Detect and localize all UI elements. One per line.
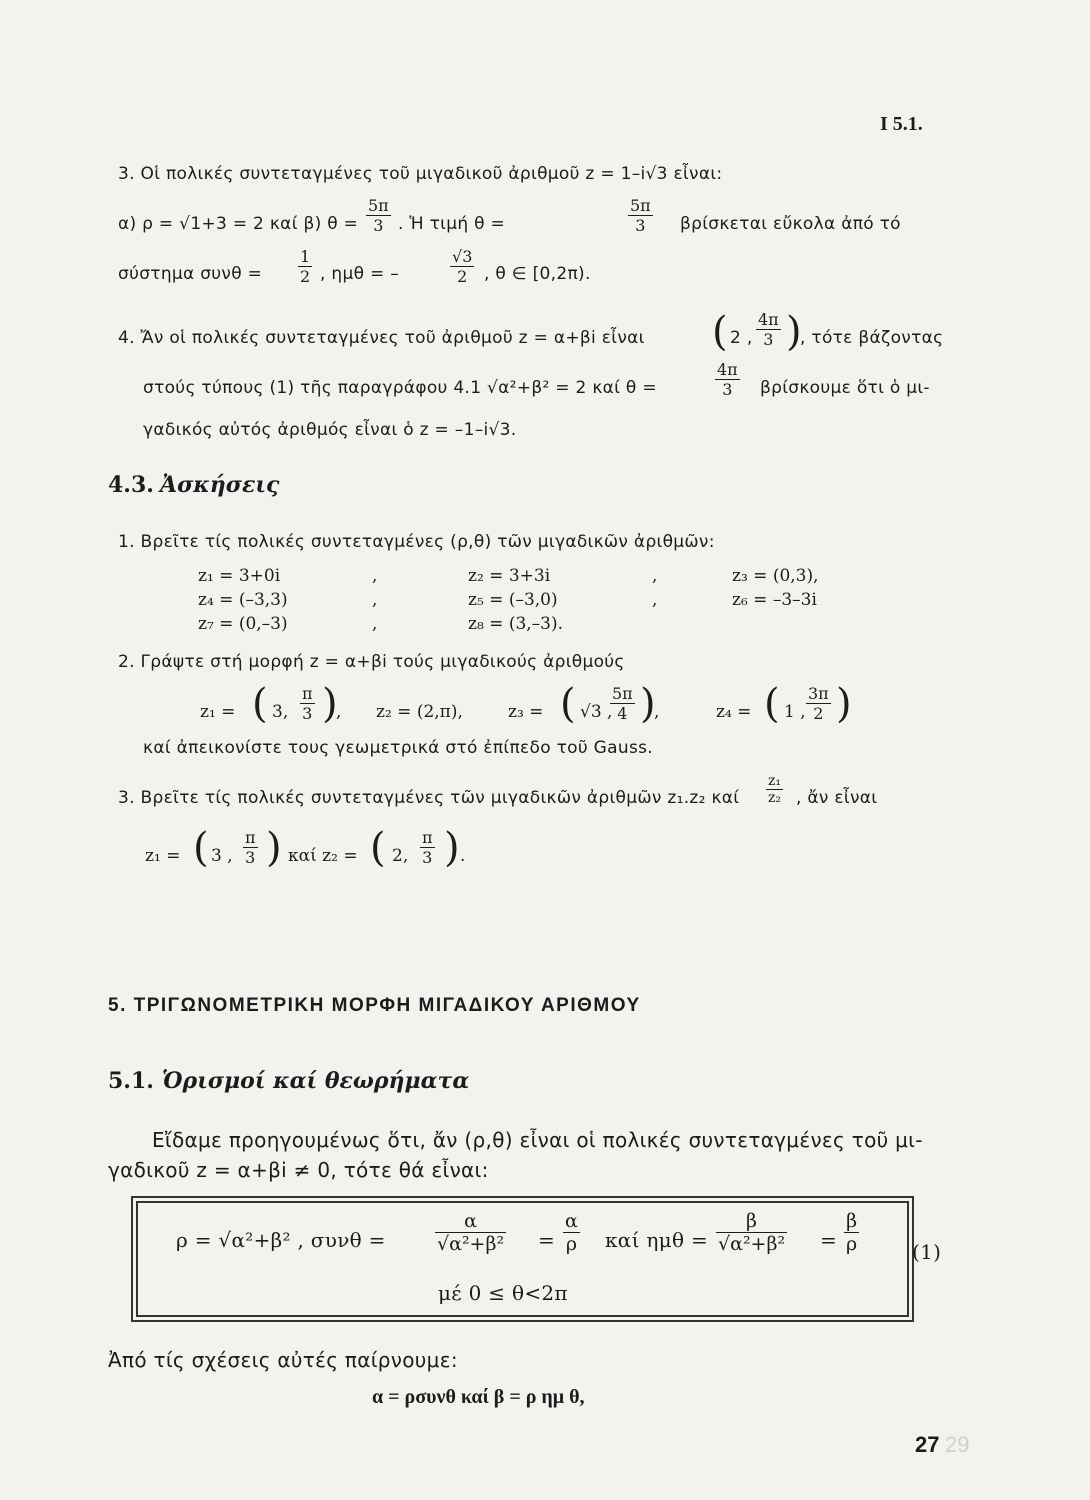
formula-polar: α = ρσυνθ καί β = ρ ημ θ,	[372, 1386, 585, 1408]
body-line: γαδικοῦ z = α+βi ≠ 0, τότε θά εἶναι:	[108, 1158, 489, 1182]
equation-label: (1)	[912, 1240, 942, 1264]
comma: ,	[654, 702, 660, 722]
paren-close: )	[266, 825, 282, 871]
fraction-num: π	[245, 828, 256, 847]
fraction-den: 3	[628, 215, 653, 235]
ex1-cell: ,	[372, 614, 378, 634]
item3-line-b: σύστημα συνθ =	[118, 264, 263, 284]
ex1-cell: z₇ = (0,–3)	[198, 614, 288, 634]
fraction-z1-z2	[766, 773, 783, 806]
fraction-den: 3	[756, 329, 781, 349]
ex1-cell: z₁ = 3+0i	[198, 566, 281, 586]
fraction-den: 3	[243, 847, 258, 867]
ex2-z1-a: 3,	[272, 702, 289, 722]
fraction-num: α	[565, 1210, 578, 1232]
paren-close: )	[836, 681, 852, 727]
ex3-z1-label: z₁ =	[145, 846, 181, 866]
fraction-num: 3π	[808, 684, 829, 703]
ex1-cell: z₈ = (3,–3).	[468, 614, 564, 634]
ex1-cell: z₃ = (0,3),	[732, 566, 819, 586]
item3-line-a-mid: . Ἡ τιμή θ =	[398, 214, 506, 234]
fraction-5pi-4	[610, 684, 635, 723]
fraction-den: ρ	[563, 1232, 580, 1255]
fraction-4pi-3	[756, 310, 781, 349]
fraction-4pi-3-b	[715, 360, 740, 399]
faint-page-number: 29	[945, 1432, 970, 1457]
fraction-den: z₂	[768, 790, 781, 806]
ex3-z1-a: 3 ,	[211, 846, 233, 866]
item4-line2: στούς τύπους (1) τῆς παραγράφου 4.1 √α²+β² = 2 καί θ =	[143, 378, 657, 398]
item3-line-a-end: βρίσκεται εὔκολα ἀπό τό	[680, 214, 901, 234]
chapter-heading: 5. ΤΡΙΓΩΝΟΜΕΤΡΙΚΗ ΜΟΡΦΗ ΜΙΓΑΔΙΚΟΥ ΑΡΙΘΜΟΥ	[108, 995, 641, 1016]
item3-line-a: α) ρ = √1+3 = 2 καί β) θ =	[118, 214, 359, 234]
period: .	[460, 846, 466, 866]
ex2-z4-label: z₄ =	[716, 702, 752, 722]
fraction-alpha-rho	[563, 1210, 580, 1255]
fraction-5pi-3-b	[628, 196, 653, 235]
fraction-num: 4π	[717, 360, 738, 379]
running-header: I 5.1.	[880, 113, 923, 135]
ex3-z2-a: 2,	[392, 846, 409, 866]
fraction-num: z₁	[768, 773, 781, 789]
ex1-cell: z₆ = –3–3i	[732, 590, 817, 610]
section-number: 4.3.	[108, 472, 154, 498]
fraction-num: β	[746, 1210, 758, 1232]
fraction-num: 5π	[630, 196, 651, 215]
equals: =	[538, 1228, 556, 1252]
exercise2-prompt: 2. Γράψτε στή μορφή z = α+βi τούς μιγαδικούς ἀριθμούς	[118, 652, 625, 672]
exercise1-prompt: 1. Βρεῖτε τίς πολικές συντεταγμένες (ρ,θ) τῶν μιγαδικῶν ἀριθμῶν:	[118, 532, 715, 552]
fraction-1-2	[298, 247, 312, 286]
item4-line2-end: βρίσκουμε ὅτι ὁ μι-	[760, 378, 930, 398]
fraction-den: 3	[366, 215, 391, 235]
fraction-num: 5π	[612, 684, 633, 703]
paren-open: (	[560, 681, 576, 727]
fraction-num: π	[422, 828, 433, 847]
paren-close: )	[786, 309, 802, 355]
exercise2-after: καί ἀπεικονίστε τους γεωμετρικά στό ἐπίπεδο τοῦ Gauss.	[143, 738, 653, 758]
subsection-title: Ὁρισμοί καί θεωρήματα	[162, 1068, 470, 1094]
fraction-den: 4	[610, 703, 635, 723]
fraction-sqrt3-2	[450, 247, 474, 286]
subsection-number: 5.1.	[108, 1068, 154, 1094]
section-title: Ἀσκήσεις	[160, 472, 280, 498]
ex2-z1-label: z₁ =	[200, 702, 236, 722]
body-line: Εἴδαμε προηγουμένως ὅτι, ἄν (ρ,θ) εἶναι οἱ πολικές συντεταγμένες τοῦ μι-	[152, 1128, 923, 1152]
paren-open: (	[712, 309, 728, 355]
fraction-den: 2	[450, 266, 474, 286]
ex1-cell: ,	[652, 566, 658, 586]
fraction-beta-rho	[844, 1210, 859, 1255]
formula-condition: μέ 0 ≤ θ<2π	[438, 1281, 568, 1305]
item4-line1: 4. Ἄν οἱ πολικές συντεταγμένες τοῦ ἀριθμοῦ z = α+βi εἶναι	[118, 328, 645, 348]
ex1-cell: ,	[372, 590, 378, 610]
exercise3-end: , ἄν εἶναι	[796, 788, 878, 808]
ex2-z3-a: √3 ,	[580, 702, 613, 722]
equals: =	[820, 1228, 838, 1252]
fraction-den: 2	[806, 703, 831, 723]
fraction-num: α	[464, 1210, 477, 1232]
fraction-5pi-3	[366, 196, 391, 235]
ex2-z2: z₂ = (2,π),	[376, 702, 463, 722]
ex2-z4-a: 1 ,	[784, 702, 806, 722]
ex1-cell: z₂ = 3+3i	[468, 566, 551, 586]
ex1-cell: z₅ = (–3,0)	[468, 590, 558, 610]
ex2-z3-label: z₃ =	[508, 702, 544, 722]
paren-close: )	[444, 825, 460, 871]
formula-and-sin: καί ημθ =	[605, 1228, 709, 1252]
item3-line-b-mid: , ημθ = –	[320, 264, 400, 284]
item3-intro: 3. Οἱ πολικές συντεταγμένες τοῦ μιγαδικοῦ ἀριθμοῦ z = 1–i√3 εἶναι:	[118, 164, 723, 184]
fraction-num: 4π	[758, 310, 779, 329]
fraction-beta-sqrt	[716, 1210, 787, 1255]
formula-rho: ρ = √α²+β² , συνθ =	[176, 1228, 386, 1252]
item4-line3: γαδικός αὐτός ἀριθμός εἶναι ὁ z = –1–i√3.	[143, 420, 517, 440]
item4-pair-a: 2 ,	[730, 328, 753, 348]
item4-line1-end: , τότε βάζοντας	[800, 328, 944, 348]
fraction-pi-3-b	[420, 828, 435, 867]
comma: ,	[336, 702, 342, 722]
exercise3-prompt: 3. Βρεῖτε τίς πολικές συντεταγμένες τῶν μιγαδικῶν ἀριθμῶν z₁.z₂ καί	[118, 788, 740, 808]
fraction-den: 3	[420, 847, 435, 867]
body-line: Ἀπό τίς σχέσεις αὐτές παίρνουμε:	[108, 1348, 458, 1372]
ex1-cell: z₄ = (–3,3)	[198, 590, 288, 610]
fraction-num: 5π	[368, 196, 389, 215]
ex1-cell: ,	[372, 566, 378, 586]
fraction-pi-3	[300, 684, 315, 723]
fraction-num: β	[846, 1210, 858, 1232]
paren-open: (	[193, 825, 209, 871]
paren-open: (	[252, 681, 268, 727]
fraction-pi-3	[243, 828, 258, 867]
fraction-den: √α²+β²	[437, 1233, 505, 1255]
fraction-den: √α²+β²	[718, 1233, 786, 1255]
fraction-den: ρ	[846, 1233, 858, 1255]
fraction-den: 3	[300, 703, 315, 723]
fraction-3pi-2	[806, 684, 831, 723]
fraction-alpha-sqrt	[435, 1210, 506, 1255]
fraction-num: √3	[452, 247, 473, 266]
fraction-den: 2	[300, 267, 311, 286]
paren-close: )	[640, 681, 656, 727]
paren-open: (	[764, 681, 780, 727]
fraction-num: 1	[300, 247, 311, 266]
fraction-num: π	[302, 684, 313, 703]
ex3-and: καί z₂ =	[288, 846, 358, 866]
paren-close: )	[322, 681, 338, 727]
fraction-den: 3	[715, 379, 740, 399]
item3-line-b-end: , θ ∈ [0,2π).	[484, 264, 591, 284]
ex1-cell: ,	[652, 590, 658, 610]
page-number: 27	[915, 1432, 940, 1457]
paren-open: (	[370, 825, 386, 871]
